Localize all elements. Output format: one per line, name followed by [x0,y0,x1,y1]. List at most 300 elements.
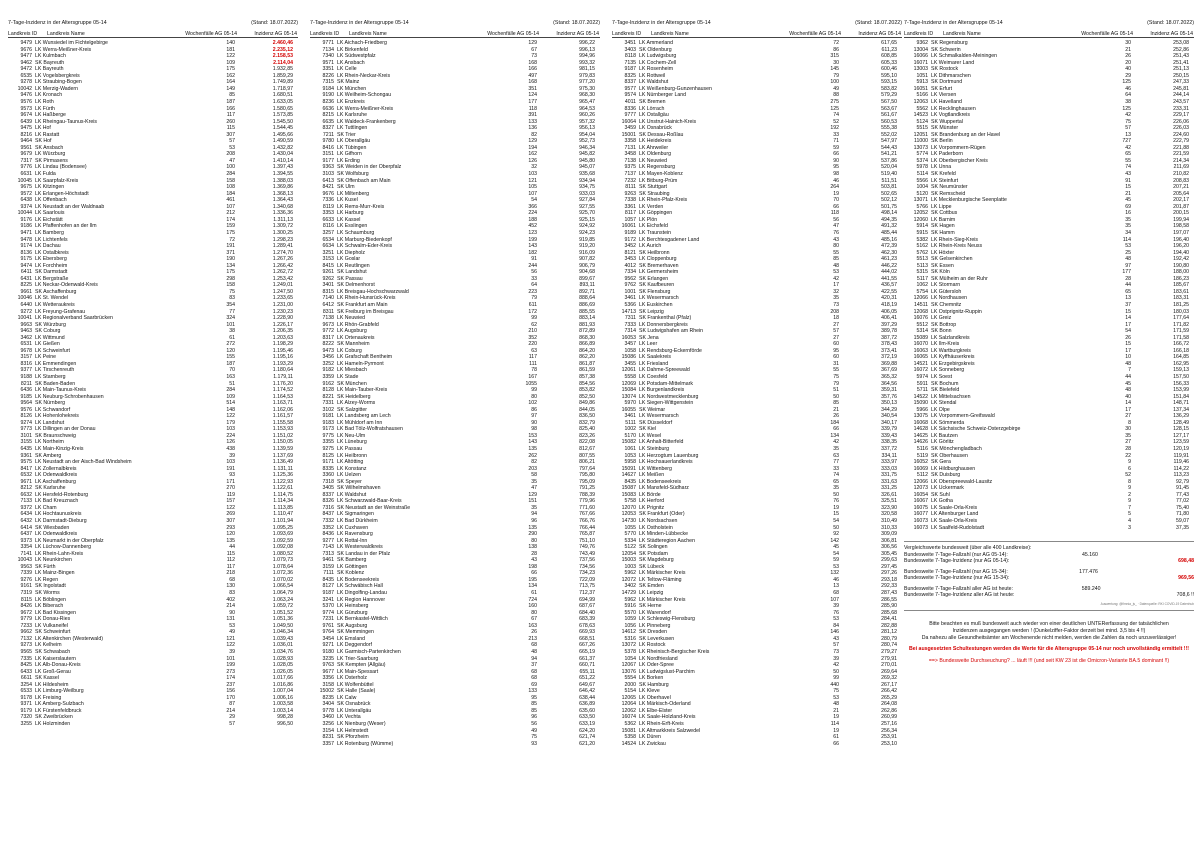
weekly-cases: 79 [833,72,839,79]
district-id: 3405 [322,485,334,492]
incidence-value: 979,83 [579,72,595,79]
summary-value: 589.240 [1081,585,1101,592]
district-name: SK Mainz [337,79,360,86]
incidence-value: 461,23 [881,256,897,263]
district-id: 7313 [322,550,334,557]
district-name: LK Ostalbkreis [35,249,69,256]
district-name: LK Limburg-Weilburg [35,688,84,695]
weekly-cases: 67 [531,616,537,623]
weekly-cases: 103 [226,426,235,433]
incidence-value: 1.179,11 [273,373,293,380]
district-id: 3353 [322,210,334,217]
district-id: 6632 [20,491,32,498]
district-name: LK Viersen [931,92,957,99]
district-id: 7135 [624,59,636,66]
incidence-value: 264,08 [881,701,897,708]
district-name: LK Pfaffenhofen an der Ilm [35,223,97,230]
district-name: SK Frankenthal (Pfalz) [639,315,692,322]
weekly-cases: 172 [528,308,537,315]
weekly-cases: 452 [528,223,537,230]
district-id: 10044 [17,210,32,217]
district-id: 6433 [20,668,32,675]
incidence-value: 406,05 [881,308,897,315]
weekly-cases: 35 [1125,216,1131,223]
incidence-value: 2.460,46 [272,40,293,47]
district-id: 1056 [624,622,636,629]
incidence-value: 1.028,93 [272,655,293,662]
incidence-value: 1.573,85 [272,112,293,119]
district-name: LK Dahme-Spreewald [639,367,690,374]
district-name: LK Neu-Ulm [337,432,366,439]
incidence-value: 651,22 [579,675,595,682]
district-id: 16072 [913,367,928,374]
district-id: 8221 [322,393,334,400]
incidence-value: 766,76 [579,518,595,525]
district-id: 8231 [322,734,334,741]
district-name: LK Wunsiedel im Fichtelgebirge [35,40,108,47]
weekly-cases: 135 [528,524,537,531]
weekly-cases: 438 [226,446,235,452]
district-id: 9189 [624,229,636,236]
district-id: 3154 [322,727,334,734]
weekly-cases: 163 [528,622,537,629]
incidence-value: 306,56 [881,544,897,551]
incidence-value: 153,99 [1173,387,1189,394]
district-id: 9178 [20,694,32,701]
district-id: 9161 [20,583,32,590]
district-id: 8211 [20,380,32,387]
district-name: LK Rhein-Sieg-Kreis [931,236,978,243]
district-id: 9472 [20,66,32,73]
district-name: LK Bad Kreuznach [35,498,79,505]
district-id: 3251 [322,249,334,256]
weekly-cases: 33 [833,465,839,472]
district-name: LK Kusel [337,197,358,204]
incidence-value: 1.859,29 [272,72,293,79]
incidence-value: 749,76 [579,544,595,551]
district-id: 8337 [322,491,334,498]
incidence-value: 185,67 [1173,282,1189,289]
district-id: 9175 [20,256,32,263]
district-id: 9275 [322,446,334,452]
incidence-value: 687,67 [579,603,595,610]
district-name: LK Stormarn [931,282,961,289]
district-name: SK Erlangen [639,275,669,282]
district-name: LK Schwäbisch Hall [337,583,383,590]
weekly-cases: 33 [531,275,537,282]
district-name: LK Saalekreis [639,354,672,361]
summary-incidence: 708,6 !! [1176,592,1194,599]
district-name: LK Neunkirchen [35,557,72,564]
district-name: LK Bodenseekreis [337,576,380,583]
incidence-value: 91,45 [1176,485,1189,492]
weekly-cases: 49 [229,629,235,636]
weekly-cases: 461 [226,197,235,204]
district-name: SK Neustadt an der Weinstraße [337,504,411,511]
district-id: 14628 [913,426,928,433]
weekly-cases: 54 [833,518,839,525]
district-name: LK Wittenberg [639,465,672,472]
incidence-value: 251,43 [1173,53,1189,60]
district-id: 14521 [913,360,928,367]
district-name: LK Lichtenfels [35,236,68,243]
weekly-cases: 17 [833,282,839,289]
incidence-value: 734,23 [579,570,595,577]
weekly-cases: 126 [528,157,537,164]
incidence-value: 624,20 [579,727,595,734]
district-name: LK Ahrweiler [639,144,669,151]
district-name: SK Weiden in der Oberpfalz [337,164,402,171]
weekly-cases: 199 [226,662,235,669]
header-name: Landkreis Name [47,30,85,37]
incidence-value: 269,64 [881,668,897,675]
district-name: LK Bergstraße [35,275,69,282]
weekly-cases: 19 [833,190,839,197]
district-name: LK Germersheim [639,269,679,276]
district-id: 9375 [624,164,636,171]
district-name: LK Mecklenburgische Seenplatte [931,197,1007,204]
weekly-cases: 117 [226,563,235,570]
weekly-cases: 64 [1125,92,1131,99]
district-name: SK Wolfsburg [337,171,369,178]
weekly-cases: 66 [833,740,839,747]
weekly-cases: 33 [833,131,839,138]
district-name: SK Pirmasens [35,157,68,164]
district-name: LK Dithmarschen [931,72,971,79]
weekly-cases: 264 [830,184,839,191]
summary-incidence: 698,48 [1178,558,1194,565]
incidence-value: 247,33 [1173,79,1189,86]
district-id: 3402 [624,583,636,590]
district-name: SK Amberg [35,452,62,459]
incidence-value: 694,99 [579,596,595,603]
district-id: 8316 [20,360,32,367]
district-id: 5970 [624,400,636,407]
district-name: LK Rhein-Kreis Neuss [931,243,983,250]
weekly-cases: 122 [226,504,235,511]
district-id: 16071 [913,59,928,66]
incidence-value: 251,13 [1173,66,1189,73]
weekly-cases: 158 [226,282,235,289]
district-name: SK Bottrop [931,321,957,328]
incidence-value: 256,34 [881,727,897,734]
incidence-value: 198,58 [1173,223,1189,230]
incidence-value: 807,55 [579,452,595,459]
district-name: LK Zollernalbkreis [35,465,77,472]
weekly-cases: 164 [226,79,235,86]
weekly-cases: 117 [226,112,235,119]
district-id: 5512 [916,321,928,328]
incidence-value: 621,74 [579,734,595,741]
incidence-value: 186,23 [1173,275,1189,282]
district-id: 7334 [624,269,636,276]
district-name: SK Lübeck [639,563,665,570]
district-name: LK Odenwaldkreis [35,472,78,479]
district-name: LK Ansbach [337,59,365,66]
weekly-cases: 28 [531,550,537,557]
district-id: 5766 [916,203,928,210]
district-name: LK Hohenlohekreis [35,413,79,420]
summary-label: Bundesweite 7-Tage-Fallzahl aller AG ist heute: [904,585,1013,592]
report-header [904,20,1194,27]
incidence-value: 253,91 [881,734,897,741]
incidence-value: 1.072,36 [272,570,293,577]
district-name: LK Konstanz [337,465,367,472]
weekly-cases: 54 [833,550,839,557]
district-name: SK Delmenhorst [337,282,375,289]
weekly-cases: 52 [833,118,839,125]
weekly-cases: 13 [1125,295,1131,302]
district-id: 7339 [20,570,32,577]
weekly-cases: 15 [1125,184,1131,191]
district-id: 6611 [20,675,32,682]
weekly-cases: 14 [1125,315,1131,322]
weekly-cases: 75 [531,734,537,741]
incidence-value: 1.049,50 [272,622,293,629]
weekly-cases: 85 [229,92,235,99]
district-id: 5162 [916,243,928,250]
district-id: 6634 [322,243,334,250]
district-name: SK Heilbronn [639,249,670,256]
district-name: LK Leer [639,341,658,348]
weekly-cases: 170 [226,694,235,701]
incidence-value: 221,88 [1173,144,1189,151]
district-name: LK Günzburg [337,609,368,616]
district-name: SK Hagen [931,223,955,230]
incidence-value: 309,09 [881,531,897,538]
district-id: 8121 [624,249,636,256]
district-name: LK Schweinfurt [35,347,70,354]
weekly-cases: 6 [1128,465,1131,472]
weekly-cases: 118 [830,210,839,217]
weekly-cases: 107 [830,596,839,603]
district-name: LK Bad Tölz-Wolfratshausen [337,426,403,433]
column-headers [612,31,902,39]
incidence-value: 952,73 [579,138,595,145]
district-id: 9476 [20,92,32,99]
district-name: LK Cloppenburg [639,256,677,263]
weekly-cases: 78 [531,367,537,374]
weekly-cases: 171 [226,478,235,485]
weekly-cases: 35 [531,504,537,511]
district-name: SK Jena [639,334,659,341]
district-id: 10046 [17,295,32,302]
district-name: SK Brandenburg an der Havel [931,131,1001,138]
incidence-value: 751,10 [579,537,595,544]
incidence-value: 208,83 [1173,177,1189,184]
weekly-cases: 58 [531,472,537,479]
district-name: SK Kaufbeuren [639,282,675,289]
weekly-cases: 111 [529,360,537,367]
incidence-value: 946,34 [579,144,595,151]
incidence-value: 1.274,70 [272,249,293,256]
incidence-value: 210,82 [1173,171,1189,178]
district-id: 15086 [621,354,636,361]
weekly-cases: 73 [833,301,839,308]
incidence-value: 1.430,04 [272,151,293,158]
incidence-value: 977,20 [579,79,595,86]
district-name: LK Fulda [35,171,56,178]
weekly-cases: 53 [1125,243,1131,250]
weekly-cases: 223 [528,288,537,295]
district-name: LK Cochem-Zell [639,59,677,66]
incidence-value: 1.003,58 [272,701,293,708]
district-id: 3459 [624,125,636,132]
incidence-value: 1.162,06 [272,406,293,413]
district-id: 6440 [20,301,32,308]
weekly-cases: 28 [1125,275,1131,282]
incidence-value: 1.007,04 [272,688,293,695]
district-name: SK Hamburg [639,681,669,688]
district-name: LK Berchtesgadener Land [639,236,700,243]
district-id: 10043 [17,557,32,564]
incidence-value: 927,84 [579,197,595,204]
district-id: 9778 [322,707,334,714]
district-name: LK Rosenheim [639,66,674,73]
weekly-cases: 51 [833,387,839,394]
weekly-cases: 9 [1128,498,1131,505]
district-id: 3358 [624,138,636,145]
incidence-value: 257,16 [881,720,897,727]
header-incidence: Inzidenz AG 05-14 [254,30,297,37]
district-id: 7138 [624,157,636,164]
weekly-cases: 68 [229,576,235,583]
incidence-value: 1.070,02 [272,576,293,583]
district-name: LK Ludwigsburg [639,53,677,60]
district-id: 1059 [624,616,636,623]
weekly-cases: 53 [229,144,235,151]
district-name: LK Weißenburg-Gunzenhausen [639,85,712,92]
weekly-cases: 218 [226,570,235,577]
district-name: LK Bautzen [931,432,958,439]
weekly-cases: 79 [833,380,839,387]
incidence-value: 934,94 [579,177,595,184]
weekly-cases: 21 [1125,190,1131,197]
incidence-value: 123,59 [1173,439,1189,446]
weekly-cases: 7 [1128,504,1131,511]
weekly-cases: 48 [833,262,839,269]
district-name: LK Bitburg-Prüm [639,177,678,184]
weekly-cases: 47 [833,223,839,230]
district-id: 7211 [322,131,334,138]
district-name: LK Mansfeld-Südharz [639,485,689,492]
district-name: LK Kulmbach [35,53,66,60]
weekly-cases: 99 [833,675,839,682]
incidence-value: 340,17 [881,419,897,426]
weekly-cases: 208 [226,151,235,158]
incidence-value: 1.051,52 [272,609,293,616]
table-row [904,525,1194,532]
district-name: LK Wittmund [35,334,65,341]
weekly-cases: 131 [226,616,235,623]
district-name: LK Görlitz [931,439,954,446]
weekly-cases: 135 [226,537,235,544]
incidence-value: 367,69 [881,367,897,374]
weekly-cases: 70 [229,367,235,374]
weekly-cases: 272 [226,341,235,348]
weekly-cases: 109 [226,393,235,400]
report-date: (Stand: 18.07.2022) [251,20,298,26]
district-name: LK München [337,85,367,92]
district-id: 9576 [20,406,32,413]
weekly-cases: 109 [226,59,235,66]
weekly-cases: 35 [833,485,839,492]
incidence-value: 1.397,43 [272,164,293,171]
district-name: LK Neuwied [639,157,667,164]
district-name: LK Aschaffenburg [35,478,76,485]
weekly-cases: 97 [531,413,537,420]
district-id: 14729 [621,590,636,597]
weekly-cases: 138 [528,544,537,551]
district-name: LK Helmstedt [337,727,369,734]
incidence-value: 1.114,34 [273,498,293,505]
district-id: 8127 [322,583,334,590]
district-name: SK Düsseldorf [639,419,673,426]
district-name: LK Amberg-Sulzbach [35,701,84,708]
district-id: 7133 [20,498,32,505]
weekly-cases: 162 [226,72,235,79]
incidence-value: 665,19 [579,648,595,655]
district-name: SK Stuttgart [639,184,667,191]
district-id: 14625 [913,432,928,439]
district-name: LK Friesland [639,360,669,367]
incidence-value: 1.059,72 [272,603,293,610]
district-id: 3157 [20,354,32,361]
incidence-value: 617,65 [881,40,897,47]
district-name: LK Unterallgäu [337,707,372,714]
weekly-cases: 354 [226,301,235,308]
district-id: 1055 [624,524,636,531]
district-id: 9475 [20,125,32,132]
district-name: SK Bochum [931,380,959,387]
district-id: 5913 [916,79,928,86]
weekly-cases: 47 [229,157,235,164]
district-name: SK Bonn [931,328,952,335]
weekly-cases: 50 [833,393,839,400]
district-id: 9575 [20,459,32,466]
district-name: LK Nienburg (Weser) [337,720,386,727]
district-name: LK Pinneberg [639,622,671,629]
weekly-cases: 307 [226,131,235,138]
district-name: LK Vorpommern-Greifswald [931,413,995,420]
weekly-cases: 21 [833,707,839,714]
district-id: 6534 [322,236,334,243]
incidence-value: 849,86 [579,400,595,407]
district-id: 6631 [20,171,32,178]
weekly-cases: 184 [226,190,235,197]
incidence-value: 866,89 [579,341,595,348]
district-id: 5915 [916,229,928,236]
district-id: 12060 [913,216,928,223]
incidence-value: 372,19 [881,354,897,361]
incidence-value: 243,57 [1173,99,1189,106]
district-id: 3403 [624,46,636,53]
district-id: 7143 [322,544,334,551]
weekly-cases: 14 [1125,400,1131,407]
weekly-cases: 187 [226,99,235,106]
district-name: LK Oder-Spree [639,662,674,669]
weekly-cases: 122 [226,53,235,60]
incidence-value: 547,97 [881,138,897,145]
district-id: 5974 [916,373,928,380]
table-row [612,741,902,748]
district-name: LK Saale-Orla-Kreis [931,504,978,511]
district-id: 3355 [322,439,334,446]
weekly-cases: 123 [528,229,537,236]
weekly-cases: 43 [531,557,537,564]
incidence-value: 120,19 [1173,446,1189,452]
district-name: LK Mühldorf am Inn [337,419,383,426]
